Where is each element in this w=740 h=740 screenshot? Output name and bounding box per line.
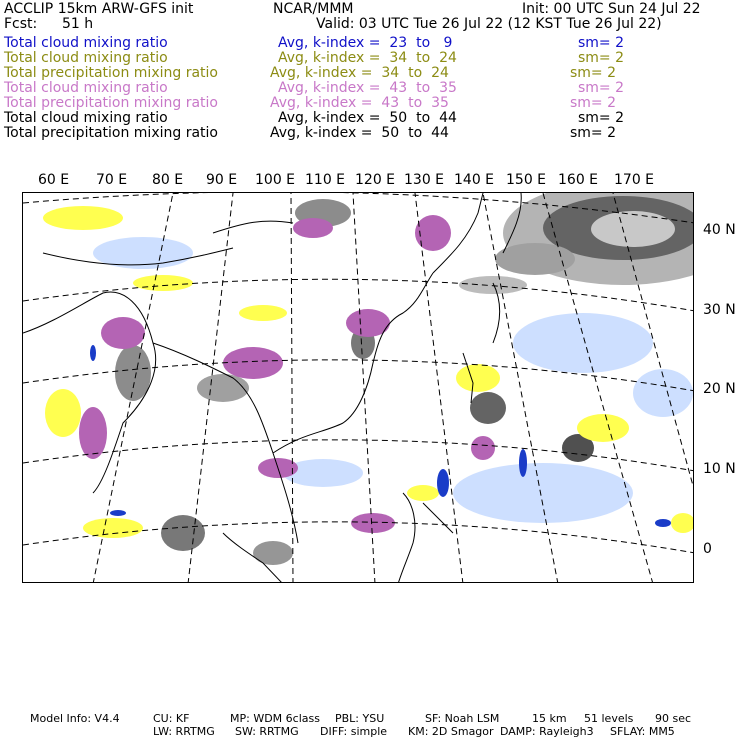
sw-scheme: SW: RRTMG [235,725,299,738]
lon-label: 70 E [96,172,128,188]
legend-field: Total cloud mixing ratio [4,35,168,51]
legend-row [4,81,168,96]
lat-label: 30 N [703,302,736,318]
mp-scheme: MP: WDM 6class [230,712,320,725]
legend-sm: sm= 2 [578,110,625,126]
lon-label: 100 E [255,172,296,188]
legend-stat: Avg, k-index = 34 to 24 [278,50,457,66]
cu-scheme: CU: KF [153,712,190,725]
legend-stat: Avg, k-index = 50 to 44 [278,110,457,126]
legend-row [4,51,168,66]
legend-row [4,36,168,51]
lat-label: 10 N [703,461,736,477]
lat-label: 0 [703,541,712,557]
diff-scheme: DIFF: simple [320,725,388,738]
km-scheme: KM: 2D Smagor [408,725,494,738]
model-info: Model Info: V4.4 [30,712,120,725]
legend-row [4,66,218,81]
legend-field: Total precipitation mixing ratio [4,125,218,141]
lw-scheme: LW: RRTMG [153,725,215,738]
valid-time: Valid: 03 UTC Tue 26 Jul 22 (12 KST Tue 26 Jul 22) [316,16,662,32]
lon-label: 150 E [506,172,547,188]
vertical-levels: 51 levels [584,712,634,725]
legend-field: Total cloud mixing ratio [4,80,168,96]
legend-field: Total precipitation mixing ratio [4,65,218,81]
legend-sm: sm= 2 [578,35,625,51]
legend-sm: sm= 2 [578,50,625,66]
forecast-label: Fcst: [4,16,38,32]
lon-label: 110 E [305,172,346,188]
legend-stat: Avg, k-index = 34 to 24 [270,65,449,81]
legend-stat: Avg, k-index = 50 to 44 [270,125,449,141]
legend-field: Total cloud mixing ratio [4,110,168,126]
legend-sm: sm= 2 [578,80,625,96]
timestep: 90 sec [655,712,692,725]
lon-label: 130 E [404,172,445,188]
legend-sm: sm= 2 [570,125,617,141]
legend-row [4,111,168,126]
lon-label: 160 E [558,172,599,188]
legend-row [4,96,218,111]
lon-label: 80 E [152,172,184,188]
lon-label: 140 E [454,172,495,188]
lon-label: 90 E [206,172,238,188]
lat-label: 40 N [703,222,736,238]
legend-sm: sm= 2 [570,65,617,81]
lon-label: 60 E [38,172,70,188]
sflay-scheme: SFLAY: MM5 [610,725,675,738]
legend-field: Total precipitation mixing ratio [4,95,218,111]
legend-row [4,126,218,141]
map-canvas [23,193,694,583]
damp-scheme: DAMP: Rayleigh3 [500,725,594,738]
legend-stat: Avg, k-index = 43 to 35 [278,80,457,96]
lon-label: 170 E [614,172,655,188]
lon-label: 120 E [355,172,396,188]
lat-label: 20 N [703,381,736,397]
map-panel [22,192,694,583]
model-title: ACCLIP 15km ARW-GFS init [4,1,194,17]
pbl-scheme: PBL: YSU [335,712,385,725]
org-label: NCAR/MMM [273,1,354,17]
legend-stat: Avg, k-index = 23 to 9 [278,35,453,51]
legend-sm: sm= 2 [570,95,617,111]
resolution: 15 km [532,712,567,725]
forecast-hours: 51 h [62,16,94,32]
init-time: Init: 00 UTC Sun 24 Jul 22 [522,1,701,17]
legend-field: Total cloud mixing ratio [4,50,168,66]
legend-stat: Avg, k-index = 43 to 35 [270,95,449,111]
sf-scheme: SF: Noah LSM [425,712,500,725]
